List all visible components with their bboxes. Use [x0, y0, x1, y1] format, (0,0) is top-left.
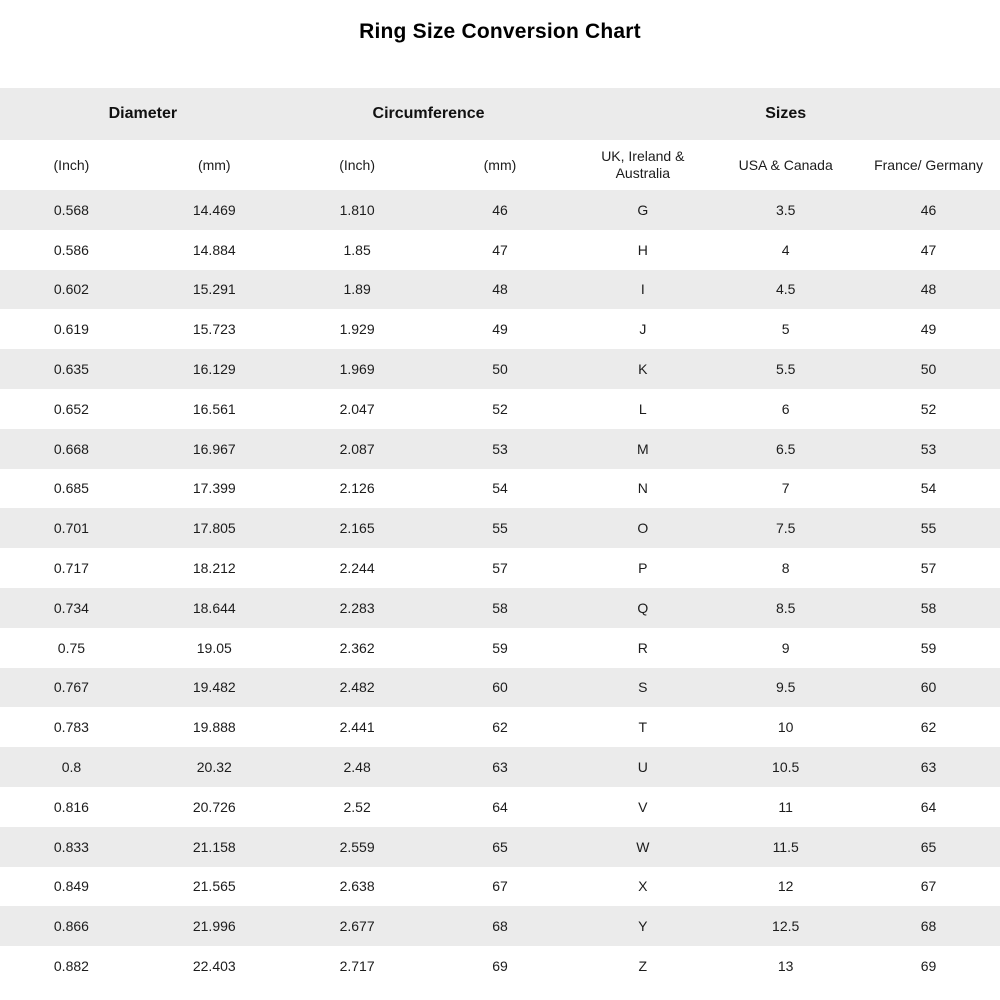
cell: 19.05 — [196, 639, 232, 656]
cell: 64 — [492, 798, 508, 815]
cell: 0.849 — [53, 878, 89, 895]
cell: 55 — [920, 520, 937, 537]
cell: 6 — [781, 400, 790, 417]
cell: 2.283 — [339, 599, 375, 616]
cell: 2.638 — [339, 878, 375, 895]
cell: 0.668 — [53, 440, 89, 457]
cell: 54 — [920, 480, 937, 497]
cell: Y — [638, 918, 648, 935]
cell: 68 — [492, 918, 508, 935]
cell: 59 — [492, 639, 508, 656]
table-row — [0, 588, 1000, 628]
cell: 16.967 — [192, 440, 236, 457]
cell: 2.441 — [339, 719, 375, 736]
cell: 53 — [920, 440, 937, 457]
column-header-mm: (mm) — [483, 156, 517, 173]
cell: 10.5 — [772, 759, 800, 776]
cell: 9 — [781, 639, 790, 656]
cell: 57 — [920, 560, 937, 577]
cell: 68 — [920, 918, 937, 935]
cell: 21.565 — [192, 878, 236, 895]
cell: 16.129 — [192, 361, 236, 378]
cell: 1.85 — [343, 241, 371, 258]
table-row — [0, 309, 1000, 349]
cell: 8 — [781, 560, 790, 577]
cell: 15.291 — [192, 281, 236, 298]
cell: 67 — [492, 878, 508, 895]
column-header-usa-canada: USA & Canada — [738, 156, 833, 173]
cell: L — [638, 400, 647, 417]
cell: 18.644 — [192, 599, 236, 616]
cell: 17.805 — [192, 520, 236, 537]
cell: 20.32 — [196, 759, 232, 776]
cell: T — [638, 719, 648, 736]
cell: 46 — [492, 201, 508, 218]
cell: X — [638, 878, 648, 895]
cell: 13 — [777, 958, 794, 975]
table-row — [0, 827, 1000, 867]
cell: 46 — [920, 201, 937, 218]
cell: H — [637, 241, 648, 258]
cell: 60 — [920, 679, 937, 696]
table-row — [0, 429, 1000, 469]
cell: 65 — [492, 838, 508, 855]
cell: 2.362 — [339, 639, 375, 656]
column-group-circumference: Circumference — [372, 105, 485, 122]
table-row — [0, 946, 1000, 986]
cell: 15.723 — [192, 321, 236, 338]
cell: 47 — [492, 241, 508, 258]
cell: 69 — [492, 958, 508, 975]
cell: 0.717 — [53, 560, 89, 577]
cell: J — [639, 321, 647, 338]
table-row — [0, 668, 1000, 708]
cell: 0.882 — [53, 958, 89, 975]
column-group-sizes: Sizes — [765, 105, 807, 122]
cell: 0.635 — [53, 361, 89, 378]
cell: 2.126 — [339, 480, 375, 497]
cell: 54 — [492, 480, 508, 497]
cell: Q — [637, 599, 649, 616]
cell: 1.929 — [339, 321, 375, 338]
table-row — [0, 349, 1000, 389]
cell: 0.866 — [53, 918, 89, 935]
cell: 49 — [920, 321, 937, 338]
cell: 12.5 — [772, 918, 800, 935]
cell: 19.482 — [192, 679, 236, 696]
cell: 2.48 — [343, 759, 371, 776]
cell: 0.816 — [53, 798, 89, 815]
cell: N — [637, 480, 648, 497]
table-row — [0, 270, 1000, 310]
cell: S — [638, 679, 648, 696]
cell: 0.783 — [53, 719, 89, 736]
cell: O — [637, 520, 649, 537]
cell: 2.482 — [339, 679, 375, 696]
cell: 5.5 — [775, 361, 796, 378]
cell: 10 — [777, 719, 794, 736]
cell: 60 — [492, 679, 508, 696]
title-bar — [0, 0, 1000, 88]
table-head — [0, 88, 1000, 190]
cell: 48 — [492, 281, 508, 298]
cell: 2.717 — [339, 958, 375, 975]
cell: 2.165 — [339, 520, 375, 537]
cell: 14.469 — [192, 201, 236, 218]
cell: 2.244 — [339, 560, 375, 577]
cell: P — [638, 560, 648, 577]
cell: 58 — [920, 599, 937, 616]
cell: 2.52 — [343, 798, 371, 815]
cell: 11 — [778, 798, 793, 815]
cell: 19.888 — [192, 719, 236, 736]
column-header-inch: (Inch) — [339, 156, 376, 173]
cell: 50 — [920, 361, 937, 378]
cell: W — [636, 838, 650, 855]
cell: 52 — [920, 400, 937, 417]
table-row — [0, 787, 1000, 827]
cell: 12 — [777, 878, 794, 895]
cell: 21.158 — [192, 838, 236, 855]
column-group-row — [0, 88, 1000, 140]
cell: 47 — [920, 241, 937, 258]
cell: 50 — [492, 361, 508, 378]
table-row — [0, 230, 1000, 270]
cell: 8.5 — [775, 599, 796, 616]
column-group-diameter: Diameter — [108, 105, 178, 122]
cell: 2.559 — [339, 838, 375, 855]
cell: 9.5 — [775, 679, 796, 696]
cell: 0.767 — [53, 679, 89, 696]
cell: 0.568 — [53, 201, 89, 218]
cell: 62 — [920, 719, 937, 736]
cell: U — [637, 759, 648, 776]
table-body — [0, 190, 1000, 986]
cell: 0.701 — [53, 520, 89, 537]
cell: 59 — [920, 639, 937, 656]
cell: 0.586 — [53, 241, 89, 258]
cell: 67 — [920, 878, 937, 895]
cell: 48 — [920, 281, 937, 298]
cell: 52 — [492, 400, 508, 417]
cell: 0.602 — [53, 281, 89, 298]
cell: 63 — [920, 759, 937, 776]
cell: 57 — [492, 560, 508, 577]
cell: 63 — [492, 759, 508, 776]
cell: 64 — [920, 798, 937, 815]
column-header-row — [0, 140, 1000, 190]
cell: 2.087 — [339, 440, 375, 457]
cell: 65 — [920, 838, 937, 855]
cell: 14.884 — [192, 241, 236, 258]
table-row — [0, 548, 1000, 588]
cell: 58 — [492, 599, 508, 616]
table-row — [0, 747, 1000, 787]
cell: 1.89 — [343, 281, 371, 298]
ring-size-conversion-table — [0, 88, 1000, 986]
cell: 18.212 — [192, 560, 236, 577]
table-row — [0, 190, 1000, 230]
cell: 0.734 — [53, 599, 89, 616]
cell: 1.969 — [339, 361, 375, 378]
column-header-france-germany: France/ Germany — [874, 156, 984, 173]
cell: 21.996 — [192, 918, 236, 935]
cell: 0.619 — [53, 321, 89, 338]
page-title: Ring Size Conversion Chart — [359, 20, 641, 43]
table-row — [0, 867, 1000, 907]
cell: 2.677 — [339, 918, 375, 935]
column-header-uk-ireland-australia: UK, Ireland & Australia — [601, 148, 685, 181]
cell: 0.75 — [57, 639, 86, 656]
cell: V — [638, 798, 648, 815]
cell: G — [637, 201, 649, 218]
cell: 7 — [781, 480, 790, 497]
cell: I — [640, 281, 645, 298]
column-header-inch: (Inch) — [53, 156, 90, 173]
cell: 17.399 — [192, 480, 236, 497]
cell: 3.5 — [775, 201, 796, 218]
cell: 2.047 — [339, 400, 375, 417]
cell: 53 — [492, 440, 508, 457]
table-row — [0, 906, 1000, 946]
cell: 62 — [492, 719, 508, 736]
cell: 4.5 — [775, 281, 796, 298]
cell: R — [637, 639, 648, 656]
cell: 16.561 — [192, 400, 236, 417]
table-row — [0, 707, 1000, 747]
cell: 0.652 — [53, 400, 89, 417]
cell: M — [636, 440, 649, 457]
table-row — [0, 508, 1000, 548]
table-row — [0, 389, 1000, 429]
cell: 22.403 — [192, 958, 236, 975]
cell: 69 — [920, 958, 937, 975]
cell: 20.726 — [192, 798, 236, 815]
cell: 4 — [781, 241, 790, 258]
cell: K — [638, 361, 648, 378]
cell: 7.5 — [775, 520, 796, 537]
cell: 6.5 — [775, 440, 796, 457]
cell: 0.8 — [61, 759, 82, 776]
cell: 0.685 — [53, 480, 89, 497]
table-row — [0, 628, 1000, 668]
cell: 0.833 — [53, 838, 89, 855]
table-row — [0, 469, 1000, 509]
cell: Z — [638, 958, 648, 975]
column-header-mm: (mm) — [197, 156, 231, 173]
cell: 49 — [492, 321, 508, 338]
cell: 1.810 — [339, 201, 375, 218]
cell: 11.5 — [772, 838, 799, 855]
cell: 5 — [781, 321, 790, 338]
cell: 55 — [492, 520, 508, 537]
